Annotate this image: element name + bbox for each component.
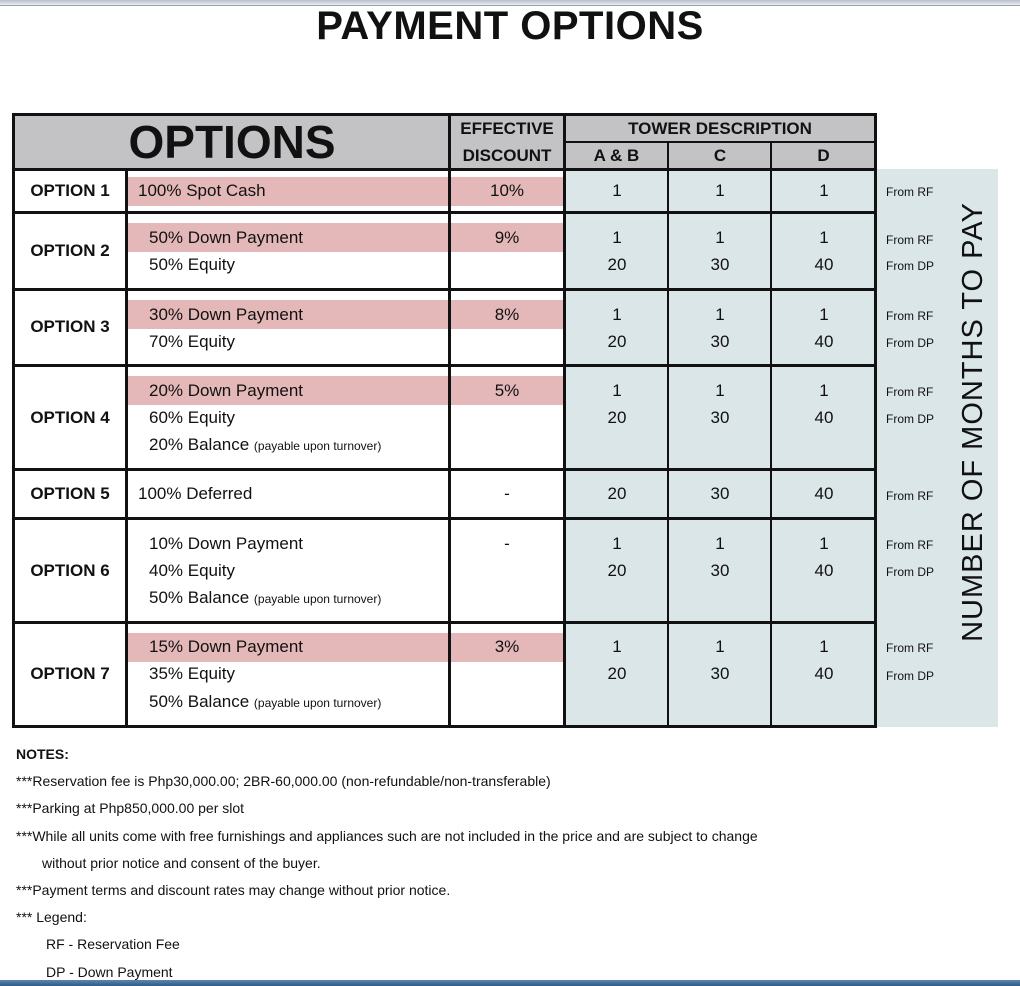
tower-d-value: 40 — [814, 408, 834, 427]
from-label: From RF — [886, 538, 934, 552]
note-item: without prior notice and consent of the buyer. — [42, 854, 321, 871]
row-divider — [12, 364, 877, 367]
from-label: From RF — [886, 489, 934, 503]
tower-d-value: 40 — [814, 255, 834, 274]
option-line — [149, 588, 381, 609]
tower-d-value: 1 — [819, 305, 829, 324]
option-name: OPTION 7 — [30, 664, 110, 683]
header-bottom-line — [12, 168, 877, 171]
tower-ab-value: 1 — [612, 305, 622, 324]
tower-d-header: D — [817, 146, 830, 165]
option-line: 10% Down Payment — [149, 534, 304, 553]
taskbar-strip — [0, 980, 1020, 986]
page-title: PAYMENT OPTIONS — [316, 4, 704, 48]
option-name: OPTION 2 — [30, 241, 110, 260]
tower-d-value: 1 — [819, 637, 829, 656]
row-divider — [12, 288, 877, 291]
tower-ab-header: A & B — [593, 146, 640, 165]
tower-c-value: 30 — [710, 255, 730, 274]
discount-header: DISCOUNT — [462, 146, 552, 165]
option-line: 50% Equity — [149, 255, 235, 274]
tower-d-value: 40 — [814, 484, 834, 503]
option-line-note: (payable upon turnover) — [253, 696, 382, 710]
from-label: From DP — [886, 412, 934, 426]
options-header: OPTIONS — [128, 116, 336, 168]
option-line — [149, 692, 381, 713]
tower-ab-value: 20 — [607, 561, 627, 580]
option-line: 30% Down Payment — [149, 305, 304, 324]
note-item: ***Payment terms and discount rates may change without prior notice. — [16, 882, 451, 899]
discount-value: 9% — [494, 228, 520, 247]
note-item: ***Reservation fee is Php30,000.00; 2BR-60,000.00 (non-refundable/non-transferable) — [16, 773, 551, 790]
option-line: 15% Down Payment — [149, 637, 304, 656]
discount-value: - — [504, 484, 510, 503]
row-divider — [12, 211, 877, 214]
option-line-text: 20% Balance — [149, 435, 250, 454]
tower-description-header: TOWER DESCRIPTION — [628, 119, 812, 138]
row-divider — [12, 517, 877, 520]
tower-ab-value: 20 — [607, 664, 627, 683]
option-line: 70% Equity — [149, 332, 235, 351]
legend-item: DP - Down Payment — [46, 963, 173, 980]
option-name: OPTION 3 — [30, 317, 110, 336]
from-label: From RF — [886, 641, 934, 655]
tower-ab-value: 1 — [612, 381, 622, 400]
tower-c-value: 1 — [715, 637, 725, 656]
option-line — [149, 435, 381, 456]
tower-c-value: 30 — [710, 332, 730, 351]
legend-item: RF - Reservation Fee — [46, 936, 180, 953]
tower-c-value: 1 — [715, 534, 725, 553]
tower-d-value: 1 — [819, 228, 829, 247]
months-to-pay-label: NUMBER OF MONTHS TO PAY — [957, 202, 989, 642]
option-line: 60% Equity — [149, 408, 235, 427]
tower-c-header: C — [713, 146, 727, 165]
tower-c-value: 1 — [715, 181, 725, 200]
tower-c-value: 1 — [715, 381, 725, 400]
tower-c-value: 30 — [710, 561, 730, 580]
option-line: 100% Spot Cash — [138, 181, 266, 200]
from-label: From RF — [886, 185, 934, 199]
note-item: ***Parking at Php850,000.00 per slot — [16, 800, 245, 817]
tower-d-value: 1 — [819, 181, 829, 200]
notes-section — [16, 741, 758, 986]
from-label: From RF — [886, 385, 934, 399]
tower-ab-value: 1 — [612, 181, 622, 200]
tower-c-value: 30 — [710, 484, 730, 503]
from-label: From RF — [886, 233, 934, 247]
tower-d-value: 40 — [814, 664, 834, 683]
from-label: From DP — [886, 565, 934, 579]
tower-c-value: 30 — [710, 408, 730, 427]
table-border-bottom — [12, 725, 877, 728]
option-name: OPTION 5 — [30, 484, 110, 503]
row-divider — [12, 468, 877, 471]
tower-ab-value: 1 — [612, 228, 622, 247]
discount-value: 3% — [494, 637, 520, 656]
tower-c-value: 1 — [715, 305, 725, 324]
tower-d-value: 40 — [814, 561, 834, 580]
tower-d-value: 1 — [819, 534, 829, 553]
tower-ab-value: 1 — [612, 637, 622, 656]
note-item: ***While all units come with free furnishings and appliances such are not included in the price and are subject to change — [16, 827, 758, 844]
option-line: 40% Equity — [149, 561, 235, 580]
option-line: 35% Equity — [149, 664, 235, 683]
option-line-text: 50% Balance — [149, 692, 250, 711]
note-item: *** Legend: — [16, 909, 87, 926]
option-line: 50% Down Payment — [149, 228, 304, 247]
discount-column-divider — [448, 113, 451, 728]
discount-value: 8% — [494, 305, 520, 324]
discount-value: - — [504, 534, 510, 553]
tower-ab-value: 20 — [607, 408, 627, 427]
row-divider — [12, 621, 877, 624]
tower-d-value: 40 — [814, 332, 834, 351]
tower-ab-value: 1 — [612, 534, 622, 553]
effective-header: EFFECTIVE — [460, 119, 554, 138]
discount-value: 5% — [494, 381, 520, 400]
tower-c-value: 1 — [715, 228, 725, 247]
from-label: From DP — [886, 669, 934, 683]
tower-d-value: 1 — [819, 381, 829, 400]
from-label: From DP — [886, 336, 934, 350]
option-name: OPTION 1 — [30, 181, 110, 200]
tower-subheader-line — [564, 141, 877, 143]
from-label: From RF — [886, 309, 934, 323]
option-line-note: (payable upon turnover) — [253, 439, 382, 453]
tower-ab-value: 20 — [607, 255, 627, 274]
option-name: OPTION 6 — [30, 561, 110, 580]
option-name: OPTION 4 — [30, 408, 110, 427]
option-line-note: (payable upon turnover) — [253, 592, 382, 606]
tower-c-value: 30 — [710, 664, 730, 683]
notes-heading: NOTES: — [16, 746, 69, 762]
from-label: From DP — [886, 259, 934, 273]
tower-ab-value: 20 — [607, 484, 627, 503]
option-line: 20% Down Payment — [149, 381, 304, 400]
option-line-text: 50% Balance — [149, 588, 250, 607]
discount-value: 10% — [489, 181, 525, 200]
option-line: 100% Deferred — [138, 484, 253, 503]
tower-ab-value: 20 — [607, 332, 627, 351]
